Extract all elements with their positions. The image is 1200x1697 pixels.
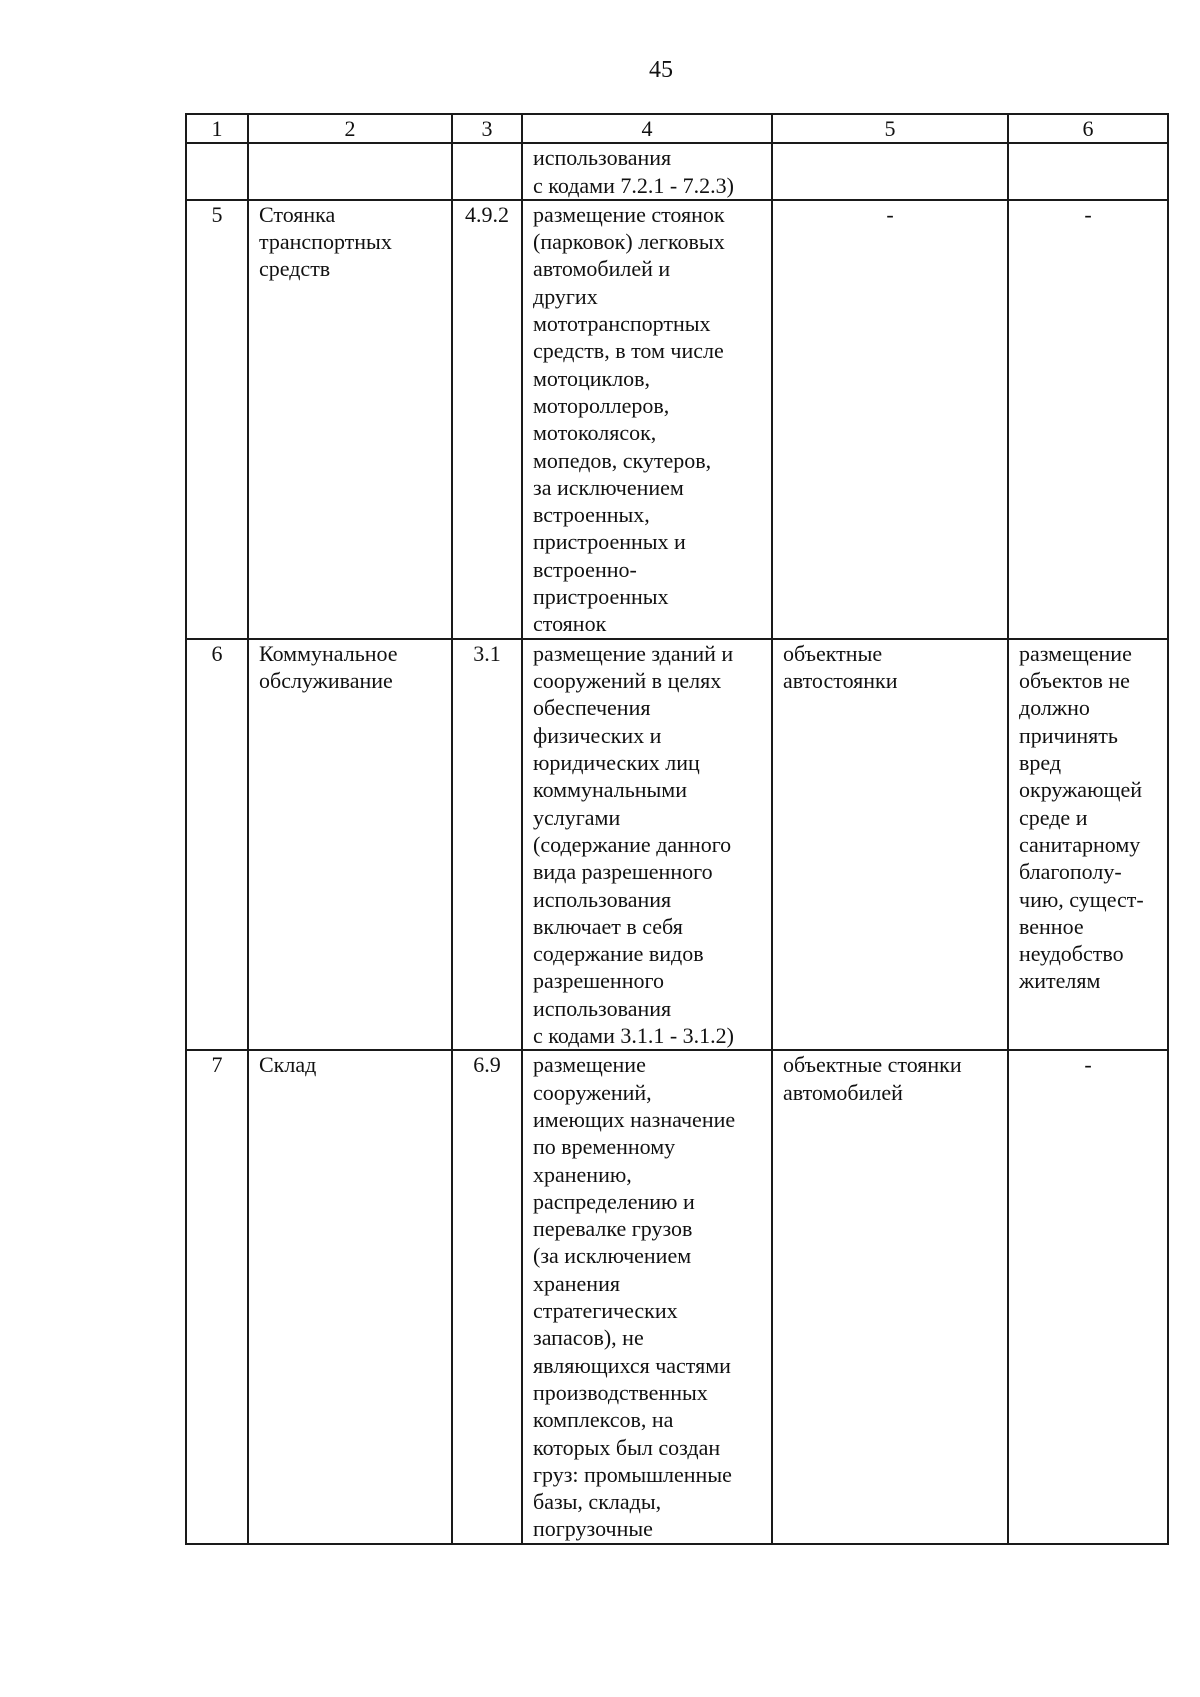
column6-cell: [1008, 143, 1168, 200]
column5-cell: [772, 143, 1008, 200]
row-number-cell: 6: [186, 639, 248, 1050]
column-header: 3: [452, 114, 522, 143]
table-row: [186, 1050, 1168, 1543]
zoning-table: [185, 113, 1169, 1545]
column-header: 1: [186, 114, 248, 143]
column-header: 5: [772, 114, 1008, 143]
name-cell: Коммунальное обслуживание: [248, 639, 452, 1050]
table-row: [186, 639, 1168, 1050]
column-header: 2: [248, 114, 452, 143]
column-header: 4: [522, 114, 772, 143]
table-row: [186, 200, 1168, 639]
description-cell: размещение стоянок (парковок) легковых автомобилей и других мототранспортных средств, в том числе мотоциклов, мотороллеров, мотоколясок, мопедов, скутеров, за исключением встроенных, пристроенных и встроенно- пристроенных стоянок: [522, 200, 772, 639]
description-cell: размещение зданий и сооружений в целях обеспечения физических и юридических лиц коммунальными услугами (содержание данного вида разрешенного использования включает в себя содержание видов разрешенного использования с кодами 3.1.1 - 3.1.2): [522, 639, 772, 1050]
name-cell: Стоянка транспортных средств: [248, 200, 452, 639]
row-number-cell: 5: [186, 200, 248, 639]
column-header: 6: [1008, 114, 1168, 143]
code-cell: 3.1: [452, 639, 522, 1050]
column6-cell: -: [1008, 1050, 1168, 1543]
table-row-continuation: [186, 143, 1168, 200]
column5-cell: объектные стоянки автомобилей: [772, 1050, 1008, 1543]
row-number-cell: 7: [186, 1050, 248, 1543]
code-cell: 6.9: [452, 1050, 522, 1543]
code-cell: [452, 143, 522, 200]
description-cell: размещение сооружений, имеющих назначение по временному хранению, распределению и перевалке грузов (за исключением хранения стратегических запасов), не являющихся частями производственных комплексов, на которых был создан груз: промышленные базы, склады, погрузочные: [522, 1050, 772, 1543]
column6-cell: размещение объектов не должно причинять вред окружающей среде и санитарному благополу- чию, сущест- венное неудобство жителям: [1008, 639, 1168, 1050]
column6-cell: -: [1008, 200, 1168, 639]
column5-cell: объектные автостоянки: [772, 639, 1008, 1050]
name-cell: Склад: [248, 1050, 452, 1543]
code-cell: 4.9.2: [452, 200, 522, 639]
name-cell: [248, 143, 452, 200]
column-number-row: [186, 114, 1168, 143]
description-cell: использования с кодами 7.2.1 - 7.2.3): [522, 143, 772, 200]
column5-cell: -: [772, 200, 1008, 639]
row-number-cell: [186, 143, 248, 200]
page-number: 45: [649, 57, 673, 83]
